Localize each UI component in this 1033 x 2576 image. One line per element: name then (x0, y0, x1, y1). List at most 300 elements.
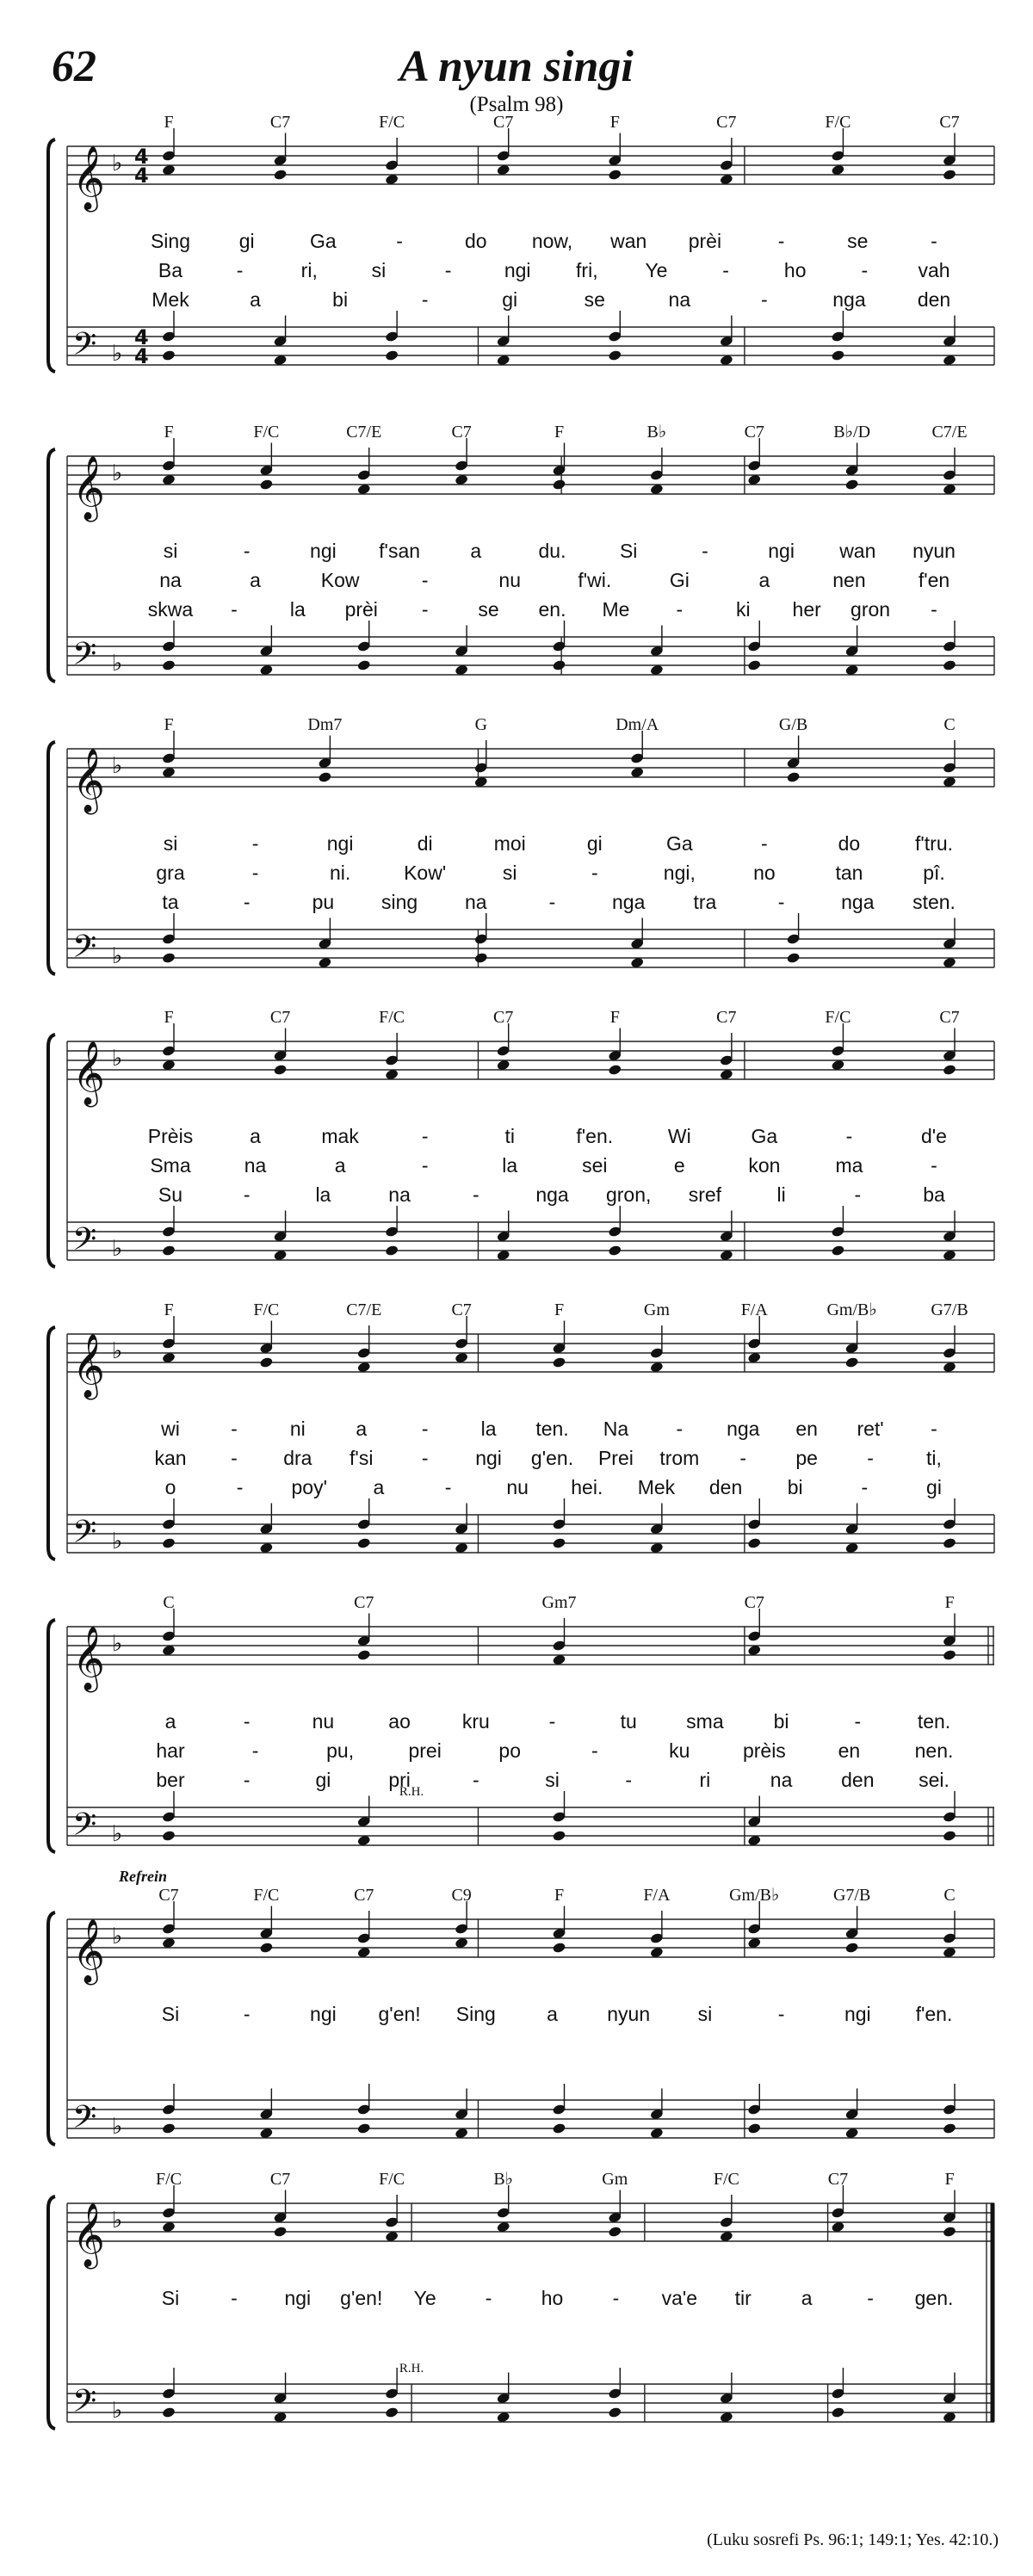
lyric-syllable: pe (795, 1447, 818, 1469)
lyric-syllable: sing (380, 891, 418, 913)
chord-symbol: F (164, 715, 174, 734)
lyric-syllable: e (673, 1154, 685, 1177)
lyric-syllable: her (792, 598, 821, 621)
note-head (608, 1064, 622, 1076)
lyric-syllable: gi (238, 230, 255, 252)
lyric-syllable: sei (582, 1154, 608, 1177)
chord-symbol: C7 (269, 113, 291, 132)
lyric-syllable: na (668, 288, 691, 311)
refrain-label: Refrein (119, 1868, 167, 1885)
time-signature-top: 4 (134, 325, 149, 349)
lyric-syllable: - (421, 288, 429, 311)
lyric-syllable: ku (669, 1739, 690, 1762)
lyric-syllable: Gi (669, 569, 690, 591)
lyric-syllable: - (396, 230, 403, 252)
lyric-syllable: - (676, 1418, 684, 1440)
note-head (273, 2226, 288, 2238)
lyric-syllable: - (861, 1476, 869, 1498)
system-2 (48, 423, 994, 682)
note-head (318, 771, 332, 783)
lyric-syllable: na (244, 1154, 267, 1177)
bass-clef-icon: 𝄢 (72, 2099, 97, 2143)
lyric-line-1 (165, 1710, 951, 1733)
chord-symbol: C7 (939, 1008, 960, 1027)
note-head (552, 1830, 566, 1842)
lyric-syllable: - (931, 1418, 937, 1440)
lyric-syllable: - (867, 2287, 874, 2309)
lyric-syllable: prèi (344, 598, 378, 621)
note-head (608, 2226, 622, 2238)
chord-symbol: F (164, 423, 174, 442)
lyric-syllable: Sing (150, 230, 191, 252)
lyric-syllable: va'e (661, 2287, 698, 2309)
lyric-syllable: a (373, 1476, 385, 1498)
note-head (259, 1942, 274, 1954)
lyric-syllable: se (584, 288, 605, 311)
note-head (608, 169, 622, 181)
note-head (786, 771, 801, 783)
lyric-syllable: la (502, 1154, 518, 1177)
lyric-syllable: a (164, 1710, 176, 1733)
chord-symbol: C7 (744, 1593, 764, 1612)
lyric-syllable: - (421, 1125, 429, 1147)
lyric-syllable: - (625, 1769, 633, 1791)
note-head (831, 1245, 845, 1257)
lyric-syllable: Mek (152, 288, 189, 311)
lyric-syllable: - (251, 1739, 259, 1762)
lyric-syllable: - (777, 891, 785, 913)
lyric-syllable: - (236, 1476, 244, 1498)
lyric-syllable: gron (851, 598, 891, 621)
bass-clef-icon: 𝄢 (72, 636, 97, 680)
lyric-syllable: nyun (607, 2003, 651, 2025)
lyric-line-3 (152, 288, 950, 311)
lyric-syllable: d'e (921, 1125, 947, 1147)
lyric-syllable: Si (161, 2287, 180, 2309)
lyric-syllable: do (838, 832, 861, 855)
lyric-syllable: la (315, 1183, 331, 1206)
chord-symbol: Dm7 (307, 715, 343, 734)
lyric-syllable: - (421, 569, 429, 591)
note-head (943, 1830, 957, 1842)
note-head (747, 659, 762, 671)
lyric-syllable: wi (161, 1418, 180, 1440)
lyric-syllable: a (801, 2287, 813, 2309)
chord-symbol: F/C (253, 423, 280, 442)
lyric-syllable: a (470, 540, 482, 562)
lyric-syllable: nu (498, 569, 522, 591)
lyric-line-1 (164, 832, 953, 855)
lyric-syllable: - (243, 2003, 251, 2025)
lyric-syllable: no (753, 862, 776, 884)
lyric-syllable: si (371, 259, 387, 281)
flat-icon: ♭ (112, 2398, 123, 2424)
note-head (356, 2122, 371, 2134)
lyric-syllable: Si (161, 2003, 180, 2025)
lyric-syllable: di (417, 832, 433, 855)
lyric-line-2 (154, 1447, 941, 1469)
lyric-syllable: nu (312, 1710, 335, 1733)
chord-symbol: C7 (939, 113, 960, 132)
lyric-syllable: a (334, 1154, 346, 1177)
lyric-line-3 (148, 598, 937, 621)
bass-clef-icon: 𝄢 (72, 1807, 97, 1850)
lyric-syllable: gi (926, 1476, 942, 1498)
treble-clef-icon: 𝄞 (72, 749, 105, 812)
lyric-syllable: Kow (320, 569, 360, 591)
chord-symbol: C7 (354, 1886, 374, 1905)
lyric-syllable: Me (602, 598, 630, 621)
note-head (786, 952, 801, 964)
note-head (356, 1649, 371, 1661)
lyric-syllable: nyun (912, 540, 956, 562)
lyric-syllable: na (465, 891, 487, 913)
note-head (162, 1245, 176, 1257)
lyric-syllable: g'en! (378, 2003, 421, 2025)
lyric-syllable: - (931, 598, 937, 621)
lyric-line-2 (150, 1154, 937, 1177)
lyric-syllable: si (163, 540, 178, 562)
chord-symbol: C7 (354, 1593, 374, 1612)
chord-symbol: C (943, 1886, 956, 1905)
lyric-syllable: Ga (751, 1125, 778, 1147)
lyric-syllable: ngi (310, 2003, 337, 2025)
note-head (747, 1537, 762, 1549)
lyric-syllable: a (356, 1418, 368, 1440)
lyric-syllable: Ga (665, 832, 693, 855)
lyric-syllable: den (841, 1769, 875, 1791)
chord-symbol: C (163, 1593, 175, 1612)
note-head (943, 169, 957, 181)
chord-symbol: Gm/B♭ (729, 1886, 780, 1905)
lyric-syllable: prei (408, 1739, 442, 1762)
lyric-line-1 (162, 2287, 954, 2309)
lyric-syllable: - (231, 2287, 238, 2309)
note-head (943, 2226, 957, 2238)
treble-clef-icon: 𝄞 (72, 1919, 105, 1983)
lyric-syllable: - (472, 1183, 479, 1206)
chord-symbol: Gm (602, 2170, 628, 2189)
lyric-syllable: Prei (597, 1447, 634, 1469)
lyric-syllable: nu (506, 1476, 529, 1498)
lyric-syllable: fri, (576, 259, 598, 281)
bass-clef-icon: 𝄢 (72, 1514, 97, 1558)
chord-symbol: C7 (269, 1008, 291, 1027)
flat-icon: ♭ (112, 151, 123, 176)
lyric-syllable: den (708, 1476, 743, 1498)
chord-symbol: C7 (716, 113, 737, 132)
lyric-syllable: ki (735, 598, 751, 621)
flat-icon: ♭ (112, 1821, 123, 1847)
lyric-syllable: li (776, 1183, 786, 1206)
lyric-syllable: vah (918, 259, 950, 281)
note-head (356, 659, 371, 671)
chord-symbol: F/A (740, 1300, 768, 1319)
lyric-syllable: do (465, 230, 487, 252)
note-head (273, 169, 288, 181)
lyric-syllable: o (164, 1476, 176, 1498)
lyric-syllable: - (761, 288, 768, 311)
treble-clef-icon: 𝄞 (72, 2203, 105, 2267)
flat-icon: ♭ (112, 753, 123, 779)
lyric-syllable: - (777, 2003, 785, 2025)
chord-symbol: Gm/B♭ (826, 1300, 877, 1319)
lyric-syllable: a (758, 569, 770, 591)
lyric-line-2 (156, 862, 944, 884)
flat-icon: ♭ (112, 2114, 123, 2140)
lyric-syllable: ho (541, 2287, 564, 2309)
lyric-syllable: f'en. (576, 1125, 614, 1147)
lyric-syllable: tra (693, 891, 717, 913)
system-bracket (48, 449, 55, 682)
lyric-syllable: - (231, 1447, 238, 1469)
chord-symbol: G (474, 715, 488, 734)
treble-clef-icon: 𝄞 (72, 1627, 105, 1690)
lyric-syllable: ngi (475, 1447, 502, 1469)
lyric-syllable: hei. (571, 1476, 603, 1498)
lyric-syllable: pu, (326, 1739, 355, 1762)
treble-clef-icon: 𝄞 (72, 456, 105, 520)
lyric-line-2 (159, 569, 949, 591)
lyric-syllable: pu (312, 891, 335, 913)
lyric-syllable: sref (688, 1183, 722, 1206)
lyric-syllable: f'en. (915, 2003, 953, 2025)
lyric-syllable: - (777, 230, 785, 252)
lyric-syllable: ni. (329, 862, 351, 884)
lyric-syllable: a (547, 2003, 558, 2025)
note-head (943, 1649, 957, 1661)
treble-clef-icon: 𝄞 (72, 1041, 105, 1105)
note-head (385, 349, 399, 361)
lyric-syllable: - (591, 1739, 598, 1762)
lyric-syllable: ao (388, 1710, 411, 1733)
note-head (259, 1356, 274, 1368)
lyric-syllable: en (838, 1739, 861, 1762)
bass-clef-icon: 𝄢 (72, 326, 97, 370)
bass-clef-icon: 𝄢 (72, 2383, 97, 2427)
lyric-syllable: Ba (158, 259, 183, 281)
chord-symbol: F (944, 1593, 955, 1612)
lyric-syllable: ri, (300, 259, 318, 281)
lyric-line-2 (158, 259, 950, 281)
chord-symbol: B♭ (646, 423, 667, 442)
lyric-syllable: dra (283, 1447, 312, 1469)
lyric-syllable: na (388, 1183, 411, 1206)
scripture-footnote: (Luku sosrefi Ps. 96:1; 149:1; Yes. 42:10.) (707, 2530, 999, 2549)
lyric-syllable: Ye (413, 2287, 436, 2309)
lyric-syllable: ngi (844, 2003, 871, 2025)
lyric-syllable: nga (727, 1418, 760, 1440)
lyric-syllable: - (676, 598, 684, 621)
bass-clef-icon: 𝄢 (72, 929, 97, 973)
lyric-syllable: si (697, 2003, 713, 2025)
lyric-syllable: - (243, 891, 251, 913)
note-head (552, 2122, 566, 2134)
lyric-syllable: now, (531, 230, 573, 252)
lyric-syllable: Mek (637, 1476, 676, 1498)
chord-symbol: F (164, 1008, 174, 1027)
lyric-syllable: - (931, 230, 937, 252)
lyric-syllable: ten. (917, 1710, 951, 1733)
lyric-syllable: Kow' (404, 862, 447, 884)
lyric-syllable: po (498, 1739, 522, 1762)
lyric-syllable: - (722, 259, 729, 281)
chord-symbol: F (609, 113, 620, 132)
lyric-syllable: - (421, 1447, 429, 1469)
lyric-syllable: en. (538, 598, 566, 621)
note-head (162, 2122, 176, 2134)
lyric-syllable: ten. (535, 1418, 569, 1440)
flat-icon: ♭ (112, 943, 123, 969)
chord-symbol: F (554, 1300, 565, 1319)
lyric-syllable: f'en (918, 569, 950, 591)
lyric-syllable: Prèis (147, 1125, 194, 1147)
chord-symbol: F/C (379, 113, 405, 132)
chord-symbol: B♭/D (833, 423, 871, 442)
note-head (356, 1537, 371, 1549)
lyric-syllable: Sing (455, 2003, 496, 2025)
lyric-syllable: si (545, 1769, 560, 1791)
system-bracket (48, 2196, 55, 2429)
lyric-syllable: ngi (284, 2287, 312, 2309)
lyric-syllable: ho (783, 259, 807, 281)
note-head (552, 1942, 566, 1954)
note-head (608, 1245, 622, 1257)
lyric-syllable: nga (535, 1183, 569, 1206)
note-head (844, 479, 859, 491)
lyric-syllable: Su (158, 1183, 183, 1206)
lyric-syllable: sten. (912, 891, 956, 913)
chord-symbol: F/C (379, 1008, 405, 1027)
lyric-syllable: na (159, 569, 182, 591)
system-1 (48, 113, 994, 372)
chord-symbol: Gm7 (541, 1593, 577, 1612)
flat-icon: ♭ (112, 1338, 123, 1364)
lyric-syllable: nga (832, 288, 866, 311)
chord-symbol: C7 (451, 1300, 472, 1319)
lyric-syllable: ma (835, 1154, 863, 1177)
lyric-syllable: kan (154, 1447, 187, 1469)
note-head (162, 349, 176, 361)
lyric-syllable: ta (162, 891, 179, 913)
chord-symbol: F/C (253, 1886, 280, 1905)
treble-clef-icon: 𝄞 (72, 146, 105, 210)
time-signature-bottom: 4 (134, 164, 149, 188)
lyric-line-1 (162, 2003, 953, 2025)
chord-symbol: C7 (451, 423, 472, 442)
lyric-syllable: - (702, 540, 708, 562)
lyric-syllable: a (250, 288, 261, 311)
lyric-line-1 (164, 540, 956, 562)
note-head (273, 1064, 288, 1076)
lyric-syllable: trom (659, 1447, 700, 1469)
chord-symbol: F/C (825, 1008, 851, 1027)
note-head (844, 1942, 859, 1954)
lyric-syllable: a (250, 569, 261, 591)
lyric-syllable: - (845, 1125, 853, 1147)
lyric-syllable: skwa (147, 598, 194, 621)
chord-symbol: C (943, 715, 956, 734)
lyric-syllable: moi (493, 832, 526, 855)
lyric-syllable: Sma (150, 1154, 191, 1177)
note-head (831, 349, 845, 361)
right-hand-mark: R.H. (399, 2362, 424, 2375)
lyric-syllable: Wi (667, 1125, 691, 1147)
lyric-syllable: ba (923, 1183, 945, 1206)
chord-symbol: C7 (493, 1008, 514, 1027)
lyric-syllable: - (854, 1183, 862, 1206)
lyric-line-1 (148, 1125, 947, 1147)
lyric-syllable: gi (502, 288, 518, 311)
lyric-line-1 (160, 1418, 937, 1440)
lyric-syllable: sma (686, 1710, 724, 1733)
chord-symbol: F (609, 1008, 620, 1027)
lyric-syllable: - (867, 1447, 874, 1469)
chord-symbol: F (944, 2170, 955, 2189)
lyric-syllable: pî. (923, 862, 945, 884)
chord-symbol: F (554, 423, 565, 442)
chord-symbol: F/C (713, 2170, 739, 2189)
lyric-syllable: den (917, 288, 951, 311)
system-3 (48, 715, 994, 974)
lyric-syllable: - (591, 862, 598, 884)
note-head (385, 2406, 399, 2418)
lyric-syllable: nga (612, 891, 646, 913)
lyric-syllable: prèis (742, 1739, 786, 1762)
lyric-syllable: f'wi. (578, 569, 612, 591)
system-4 (48, 1008, 994, 1267)
chord-symbol: G7/B (832, 1886, 871, 1905)
lyric-syllable: f'si (349, 1447, 374, 1469)
lyric-syllable: Ga (310, 230, 337, 252)
lyric-syllable: tan (835, 862, 863, 884)
lyric-syllable: ngi (310, 540, 337, 562)
hymn-number: 62 (52, 42, 96, 91)
note-head (385, 1245, 399, 1257)
lyric-syllable: ret' (857, 1418, 884, 1440)
lyric-syllable: wan (839, 540, 876, 562)
lyric-syllable: la (289, 598, 306, 621)
lyric-syllable: mak (321, 1125, 359, 1147)
note-head (608, 2406, 622, 2418)
note-head (259, 479, 274, 491)
lyric-syllable: g'en! (340, 2287, 383, 2309)
note-head (943, 1064, 957, 1076)
chord-symbol: C7 (827, 2170, 849, 2189)
treble-clef-icon: 𝄞 (72, 1334, 105, 1398)
lyric-syllable: a (250, 1125, 261, 1147)
lyric-syllable: ri (699, 1769, 711, 1791)
lyric-syllable: nen (832, 569, 866, 591)
lyric-syllable: - (485, 2287, 492, 2309)
lyric-syllable: bi (773, 1710, 789, 1733)
chord-symbol: F/C (379, 2170, 405, 2189)
note-head (474, 952, 489, 964)
chord-symbol: F/A (643, 1886, 671, 1905)
lyric-syllable: - (243, 1769, 251, 1791)
note-head (943, 2122, 957, 2134)
system-6 (48, 1593, 994, 1852)
lyric-line-1 (151, 230, 937, 252)
note-head (831, 2406, 845, 2418)
chord-symbol: C7 (493, 113, 514, 132)
note-head (552, 479, 566, 491)
lyric-line-3 (158, 1183, 945, 1206)
lyric-syllable: - (444, 259, 452, 281)
lyric-syllable: Si (619, 540, 638, 562)
hymn-subtitle: (Psalm 98) (469, 93, 564, 116)
lyric-syllable: tir (734, 2287, 752, 2309)
